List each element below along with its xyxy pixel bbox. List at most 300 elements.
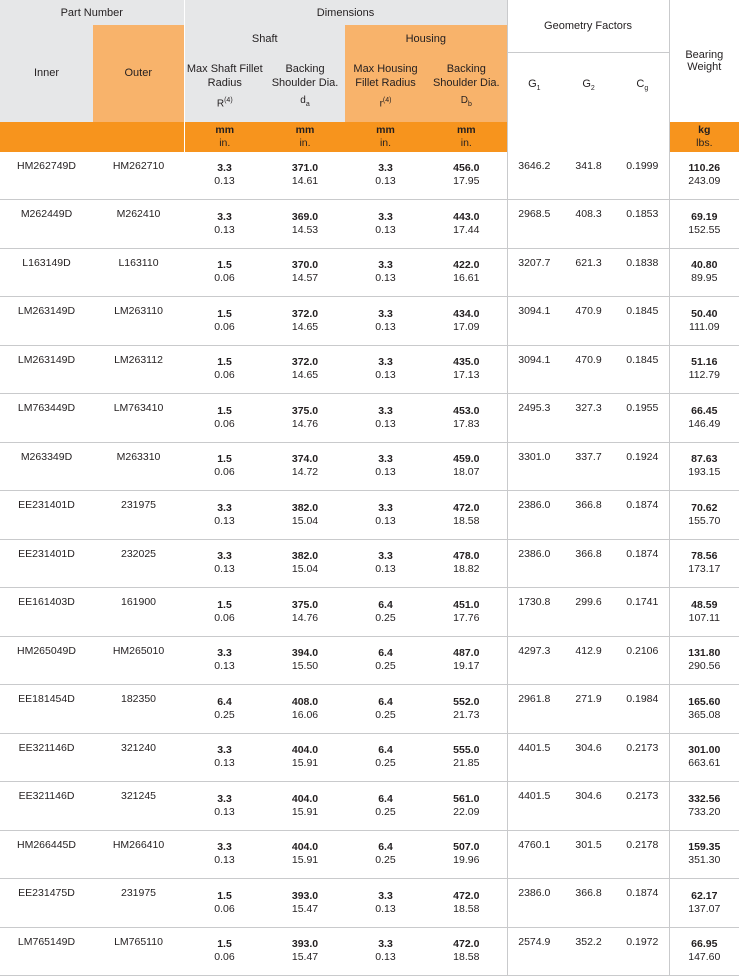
shaft-backing-shoulder-in: 15.91 [291,805,319,818]
housing-backing-shoulder-mm: 456.0 [453,162,480,175]
bearing-weight-lbs: 146.49 [688,417,721,430]
housing-backing-shoulder-mm: 434.0 [453,307,480,320]
unit-in: in. [379,136,392,149]
housing-backing-shoulder-cell [426,200,507,249]
housing-backing-shoulder-in: 21.73 [453,708,480,721]
bearing-weight-lbs: 155.70 [688,514,721,527]
shaft-backing-shoulder-in: 14.65 [291,320,319,333]
cg-value: 0.1874 [616,539,669,588]
housing-backing-shoulder-mm: 507.0 [453,841,480,854]
housing-backing-shoulder-in: 18.82 [453,563,480,576]
bearing-weight-cell [669,297,739,346]
unit-cell-housing-r [345,122,426,152]
shaft-backing-shoulder-label: Backing Shoulder Dia. [271,62,339,89]
shaft-fillet-radius-mm: 3.3 [217,210,232,223]
part-number-header: Part Number [0,0,184,25]
housing-backing-shoulder-cell [426,733,507,782]
housing-fillet-radius-mm: 3.3 [378,550,393,563]
g2-value: 366.8 [561,539,616,588]
shaft-fillet-radius-cell [184,345,265,394]
cg-value: 0.1845 [616,297,669,346]
housing-fillet-radius-mm: 3.3 [378,501,393,514]
table-body [0,152,739,976]
inner-part-number: EE181454D [0,685,93,734]
inner-part-number: LM263149D [0,345,93,394]
shaft-fillet-radius-cell [184,248,265,297]
table-row [0,345,739,394]
unit-in: in. [460,136,472,149]
bearing-weight-cell [669,345,739,394]
g1-letter: G [528,78,537,91]
housing-backing-shoulder-mm: 422.0 [453,259,480,272]
shaft-fillet-radius-mm: 3.3 [217,792,232,805]
shaft-fillet-radius-cell [184,394,265,443]
unit-cell-geometry [507,122,669,152]
shaft-fillet-radius-cell [184,879,265,928]
bearing-weight-lbs: 112.79 [688,369,720,382]
housing-backing-shoulder-in: 18.58 [453,514,480,527]
g1-value: 2386.0 [507,879,561,928]
outer-part-number: LM765110 [93,927,184,976]
shaft-fillet-radius-in: 0.06 [214,611,235,624]
housing-backing-shoulder-cell [426,491,507,540]
g1-value: 2386.0 [507,539,561,588]
shaft-backing-shoulder-cell [265,345,345,394]
g2-value: 327.3 [561,394,616,443]
shaft-fillet-radius-in: 0.13 [214,514,235,527]
outer-part-number: 321240 [93,733,184,782]
g1-value: 2495.3 [507,394,561,443]
housing-backing-shoulder-mm: 435.0 [453,356,480,369]
shaft-r-letter: R [216,98,225,110]
max-housing-fillet-radius-header [345,52,426,122]
shaft-fillet-radius-in: 0.25 [214,708,235,721]
bearing-weight-cell [669,636,739,685]
housing-fillet-radius-cell [345,200,426,249]
max-shaft-fillet-radius-label: Max Shaft Fillet Radius [186,63,263,90]
shaft-backing-shoulder-mm: 382.0 [291,501,319,514]
shaft-backing-shoulder-mm: 408.0 [291,695,319,708]
bearing-weight-kg: 78.56 [691,550,718,563]
bearing-weight-kg: 165.60 [688,695,721,708]
g2-value: 366.8 [561,491,616,540]
shaft-backing-shoulder-cell [265,200,345,249]
housing-backing-shoulder-in: 17.44 [453,223,480,236]
shaft-fillet-radius-mm: 6.4 [217,695,232,708]
inner-part-number: HM266445D [0,830,93,879]
shaft-fillet-radius-in: 0.13 [214,223,235,236]
g1-value: 3094.1 [507,297,561,346]
unit-cell-inner [0,122,93,152]
g2-value: 301.5 [561,830,616,879]
housing-backing-shoulder-cell [426,539,507,588]
bearing-weight-kg: 51.16 [691,356,718,369]
inner-part-number: EE231401D [0,539,93,588]
bearing-weight-lbs: 111.09 [689,320,720,333]
shaft-fillet-radius-in: 0.13 [214,175,235,188]
inner-part-number: EE231475D [0,879,93,928]
shaft-backing-shoulder-in: 14.57 [291,272,319,285]
outer-part-number: 321245 [93,782,184,831]
shaft-backing-shoulder-mm: 371.0 [291,162,319,175]
bearing-weight-lbs: 193.15 [688,466,721,479]
inner-part-number: HM265049D [0,636,93,685]
g1-value: 4297.3 [507,636,561,685]
bearing-weight-cell [669,588,739,637]
housing-backing-shoulder-cell [426,685,507,734]
shaft-backing-shoulder-cell [265,733,345,782]
bearing-weight-kg: 159.35 [688,841,721,854]
outer-header: Outer [93,25,184,122]
housing-fillet-radius-in: 0.25 [375,611,396,624]
housing-backing-shoulder-cell [426,442,507,491]
housing-fillet-radius-cell [345,830,426,879]
shaft-fillet-radius-cell [184,782,265,831]
shaft-backing-shoulder-mm: 404.0 [291,744,319,757]
inner-part-number: EE321146D [0,782,93,831]
shaft-fillet-radius-cell [184,491,265,540]
g1-value: 3301.0 [507,442,561,491]
cg-value: 0.1924 [616,442,669,491]
housing-backing-shoulder-cell [426,297,507,346]
shaft-fillet-radius-in: 0.06 [214,272,235,285]
unit-in: in. [299,136,311,149]
housing-fillet-radius-cell [345,685,426,734]
shaft-header: Shaft [184,25,345,52]
shaft-fillet-radius-mm: 1.5 [217,889,232,902]
g1-value: 2386.0 [507,491,561,540]
shaft-fillet-radius-mm: 3.3 [217,162,232,175]
g1-subscript: 1 [536,85,541,93]
bearing-weight-lbs: 365.08 [688,708,721,721]
bearing-weight-cell [669,442,739,491]
shaft-fillet-radius-cell [184,733,265,782]
unit-mm: mm [376,123,395,136]
g2-value: 341.8 [561,152,616,200]
shaft-fillet-radius-mm: 3.3 [217,550,232,563]
housing-backing-shoulder-cell [426,830,507,879]
g2-value: 337.7 [561,442,616,491]
db-subscript: b [467,100,472,108]
shaft-fillet-radius-mm: 1.5 [217,259,232,272]
db-letter: D [460,94,468,106]
housing-fillet-radius-in: 0.13 [375,320,396,333]
bearing-weight-cell [669,394,739,443]
shaft-backing-shoulder-in: 14.76 [291,417,319,430]
table-row [0,152,739,200]
g2-value: 352.2 [561,927,616,976]
shaft-fillet-radius-in: 0.13 [214,854,235,867]
housing-fillet-radius-in: 0.25 [375,660,396,673]
housing-backing-shoulder-mm: 472.0 [453,938,480,951]
bearing-weight-kg: 62.17 [691,889,718,902]
g2-value: 412.9 [561,636,616,685]
shaft-backing-shoulder-cell [265,588,345,637]
housing-fillet-radius-cell [345,733,426,782]
bearing-weight-lbs: 89.95 [691,272,718,285]
inner-part-number: LM263149D [0,297,93,346]
shaft-backing-shoulder-in: 15.91 [291,757,319,770]
cg-value: 0.2173 [616,782,669,831]
shaft-backing-shoulder-mm: 404.0 [291,841,319,854]
cg-value: 0.2173 [616,733,669,782]
g2-value: 408.3 [561,200,616,249]
housing-fillet-radius-mm: 3.3 [378,404,393,417]
housing-backing-shoulder-mm: 487.0 [453,647,480,660]
bearing-weight-kg: 69.19 [691,210,718,223]
outer-part-number: 182350 [93,685,184,734]
shaft-fillet-radius-mm: 1.5 [217,938,232,951]
housing-r-note: (4) [382,97,392,105]
housing-backing-shoulder-in: 17.13 [453,369,480,382]
housing-backing-shoulder-mm: 459.0 [453,453,480,466]
outer-part-number: HM265010 [93,636,184,685]
housing-backing-shoulder-in: 21.85 [453,757,480,770]
housing-fillet-radius-mm: 6.4 [378,792,393,805]
housing-r-symbol [345,94,426,111]
shaft-fillet-radius-cell [184,588,265,637]
housing-fillet-radius-in: 0.25 [375,757,396,770]
outer-part-number: M263310 [93,442,184,491]
housing-fillet-radius-in: 0.25 [375,854,396,867]
shaft-backing-shoulder-in: 15.50 [291,660,319,673]
cg-value: 0.1955 [616,394,669,443]
shaft-fillet-radius-mm: 1.5 [217,356,232,369]
max-housing-fillet-radius-label: Max Housing Fillet Radius [353,63,418,90]
inner-part-number: M263349D [0,442,93,491]
shaft-fillet-radius-in: 0.06 [214,320,235,333]
shaft-backing-shoulder-mm: 393.0 [291,889,319,902]
shaft-backing-shoulder-in: 14.53 [291,223,319,236]
shaft-backing-shoulder-in: 15.47 [291,951,319,964]
table-row [0,588,739,637]
housing-fillet-radius-cell [345,491,426,540]
bearing-weight-kg: 332.56 [688,792,721,805]
unit-cell-weight [669,122,739,152]
housing-fillet-radius-cell [345,394,426,443]
shaft-backing-shoulder-mm: 393.0 [291,938,319,951]
shaft-fillet-radius-cell [184,636,265,685]
inner-part-number: LM765149D [0,927,93,976]
unit-in: in. [219,136,231,149]
shaft-backing-shoulder-cell [265,152,345,200]
g1-value: 3094.1 [507,345,561,394]
shaft-backing-shoulder-cell [265,491,345,540]
outer-part-number: LM263110 [93,297,184,346]
bearing-weight-kg: 40.80 [691,259,718,272]
shaft-r-symbol [185,94,266,111]
shaft-backing-shoulder-mm: 372.0 [291,356,319,369]
bearing-weight-cell [669,879,739,928]
shaft-fillet-radius-mm: 3.3 [217,501,232,514]
bearing-weight-lbs: 152.55 [688,223,721,236]
housing-backing-shoulder-in: 17.95 [453,175,480,188]
housing-backing-shoulder-in: 16.61 [453,272,480,285]
g2-value: 470.9 [561,297,616,346]
shaft-fillet-radius-mm: 1.5 [217,404,232,417]
shaft-backing-shoulder-cell [265,927,345,976]
bearing-weight-lbs: 351.30 [688,854,721,867]
housing-backing-shoulder-cell [426,394,507,443]
housing-backing-shoulder-mm: 555.0 [453,744,480,757]
outer-part-number: M262410 [93,200,184,249]
bearing-weight-lbs: 137.07 [688,902,721,915]
inner-header: Inner [0,25,93,122]
geometry-factors-header: Geometry Factors [507,0,669,52]
cg-letter: C [636,78,645,91]
shaft-backing-shoulder-in: 15.04 [291,563,319,576]
housing-fillet-radius-cell [345,345,426,394]
housing-backing-shoulder-header [426,52,507,122]
housing-fillet-radius-in: 0.13 [375,563,396,576]
table-row [0,442,739,491]
housing-fillet-radius-mm: 3.3 [378,307,393,320]
housing-backing-shoulder-mm: 552.0 [453,695,480,708]
housing-backing-shoulder-in: 17.09 [453,320,480,333]
bearing-weight-lbs: 173.17 [688,563,721,576]
shaft-backing-shoulder-cell [265,636,345,685]
cg-value: 0.1984 [616,685,669,734]
housing-fillet-radius-cell [345,927,426,976]
housing-fillet-radius-mm: 3.3 [378,889,393,902]
g1-header [507,52,561,122]
housing-backing-shoulder-mm: 472.0 [453,501,480,514]
outer-part-number: 232025 [93,539,184,588]
housing-fillet-radius-cell [345,588,426,637]
housing-backing-shoulder-label: Backing Shoulder Dia. [432,62,500,89]
housing-fillet-radius-mm: 6.4 [378,841,393,854]
bearing-weight-cell [669,152,739,200]
housing-backing-shoulder-mm: 453.0 [453,404,480,417]
cg-subscript: g [644,85,649,93]
g1-value: 3207.7 [507,248,561,297]
outer-part-number: HM262710 [93,152,184,200]
da-subscript: a [305,100,310,108]
shaft-fillet-radius-in: 0.06 [214,369,235,382]
housing-fillet-radius-mm: 3.3 [378,453,393,466]
bearing-weight-kg: 70.62 [691,501,718,514]
db-symbol [426,94,507,112]
bearing-weight-cell [669,248,739,297]
g2-header [561,52,616,122]
bearing-weight-lbs: 290.56 [688,660,721,673]
housing-fillet-radius-in: 0.13 [375,951,396,964]
housing-backing-shoulder-cell [426,879,507,928]
housing-fillet-radius-mm: 3.3 [378,938,393,951]
shaft-backing-shoulder-in: 14.61 [291,175,319,188]
shaft-backing-shoulder-mm: 375.0 [291,404,319,417]
shaft-backing-shoulder-mm: 370.0 [291,259,319,272]
outer-part-number: HM266410 [93,830,184,879]
housing-backing-shoulder-in: 18.07 [453,466,480,479]
bearing-weight-cell [669,782,739,831]
shaft-backing-shoulder-in: 14.72 [291,466,319,479]
shaft-fillet-radius-cell [184,200,265,249]
housing-backing-shoulder-cell [426,636,507,685]
g2-value: 304.6 [561,733,616,782]
shaft-fillet-radius-cell [184,927,265,976]
inner-part-number: EE161403D [0,588,93,637]
bearing-weight-lbs: 663.61 [688,757,721,770]
housing-backing-shoulder-cell [426,782,507,831]
outer-part-number: LM263112 [93,345,184,394]
outer-part-number: L163110 [93,248,184,297]
shaft-fillet-radius-in: 0.13 [214,757,235,770]
bearing-weight-cell [669,685,739,734]
bearing-weight-header: Bearing Weight [669,0,739,122]
housing-fillet-radius-in: 0.13 [375,902,396,915]
inner-part-number: L163149D [0,248,93,297]
bearing-weight-lbs: 107.11 [688,611,720,624]
shaft-fillet-radius-mm: 1.5 [217,598,232,611]
housing-backing-shoulder-mm: 478.0 [453,550,480,563]
housing-backing-shoulder-in: 17.83 [453,417,480,430]
shaft-backing-shoulder-cell [265,782,345,831]
housing-r-letter: r [379,98,383,110]
unit-mm: mm [295,123,315,136]
bearing-weight-cell [669,200,739,249]
table-row [0,927,739,976]
table-row [0,782,739,831]
shaft-backing-shoulder-cell [265,830,345,879]
shaft-backing-shoulder-cell [265,539,345,588]
shaft-backing-shoulder-mm: 375.0 [291,598,319,611]
housing-fillet-radius-mm: 6.4 [378,744,393,757]
housing-fillet-radius-cell [345,248,426,297]
unit-kg: kg [698,123,711,136]
shaft-backing-shoulder-in: 15.91 [291,854,319,867]
cg-value: 0.2178 [616,830,669,879]
shaft-fillet-radius-in: 0.06 [214,417,235,430]
g2-value: 366.8 [561,879,616,928]
housing-fillet-radius-in: 0.13 [375,417,396,430]
unit-mm: mm [456,123,476,136]
housing-fillet-radius-in: 0.13 [375,272,396,285]
bearing-weight-cell [669,830,739,879]
housing-backing-shoulder-cell [426,248,507,297]
table-row [0,879,739,928]
g1-value: 4401.5 [507,782,561,831]
shaft-backing-shoulder-cell [265,394,345,443]
housing-fillet-radius-cell [345,539,426,588]
shaft-fillet-radius-mm: 1.5 [217,453,232,466]
shaft-backing-shoulder-mm: 374.0 [291,453,319,466]
g1-value: 2968.5 [507,200,561,249]
housing-backing-shoulder-in: 17.76 [453,611,480,624]
table-row [0,539,739,588]
housing-fillet-radius-in: 0.25 [375,708,396,721]
housing-fillet-radius-mm: 3.3 [378,259,393,272]
shaft-fillet-radius-cell [184,539,265,588]
inner-part-number: LM763449D [0,394,93,443]
housing-backing-shoulder-cell [426,152,507,200]
shaft-fillet-radius-cell [184,152,265,200]
outer-part-number: 231975 [93,879,184,928]
shaft-r-note: (4) [224,97,233,105]
housing-fillet-radius-in: 0.25 [375,805,396,818]
g2-value: 470.9 [561,345,616,394]
table-row [0,297,739,346]
housing-backing-shoulder-in: 18.58 [453,902,480,915]
housing-backing-shoulder-mm: 561.0 [453,792,480,805]
unit-cell-db [426,122,507,152]
da-letter: d [300,94,306,106]
table-row [0,685,739,734]
shaft-backing-shoulder-cell [265,685,345,734]
housing-fillet-radius-mm: 3.3 [378,210,393,223]
g1-value: 3646.2 [507,152,561,200]
bearing-weight-kg: 131.80 [688,647,721,660]
